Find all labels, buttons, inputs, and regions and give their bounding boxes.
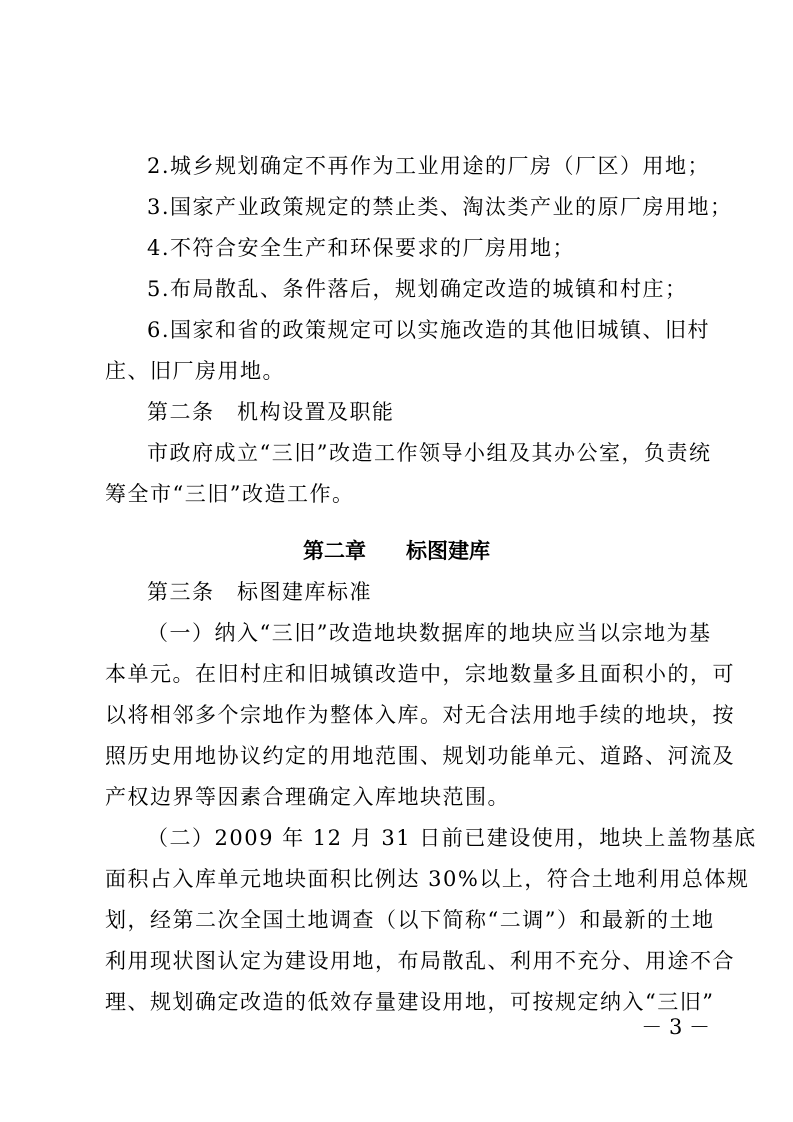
list-item-2: 2.城乡规划确定不再作为工业用途的厂房（厂区）用地； [147, 154, 711, 178]
article-2-paragraph-line-1: 市政府成立“三旧”改造工作领导小组及其办公室，负责统 [147, 441, 712, 465]
chapter-heading [0, 537, 793, 565]
article-2-heading: 第二条 机构设置及职能 [147, 400, 395, 424]
list-item-4: 4.不符合安全生产和环保要求的厂房用地； [147, 236, 576, 260]
article-3-item-1-line-2: 本单元。在旧村庄和旧城镇改造中，宗地数量多且面积小的，可 [105, 662, 735, 686]
article-3-item-1-line-4: 照历史用地协议约定的用地范围、规划功能单元、道路、河流及 [105, 744, 735, 768]
article-2-paragraph-line-2: 筹全市“三旧”改造工作。 [105, 482, 355, 506]
article-3-item-2-line-4: 利用现状图认定为建设用地，布局散乱、利用不充分、用途不合 [105, 949, 735, 973]
article-3-item-2-line-2: 面积占入库单元地块面积比例达 30%以上，符合土地利用总体规 [105, 867, 750, 891]
page-number: － 3 － [641, 1015, 710, 1039]
article-3-item-2-line-1: （二）2009 年 12 月 31 日前已建设使用，地块上盖物基底 [147, 826, 757, 850]
article-3-item-1-line-5: 产权边界等因素合理确定入库地块范围。 [105, 785, 510, 809]
chapter-title: 标图建库 [406, 539, 490, 563]
article-3-item-2-line-5: 理、规划确定改造的低效存量建设用地，可按规定纳入“三旧” [105, 990, 715, 1014]
article-3-item-1-line-1: （一）纳入“三旧”改造地块数据库的地块应当以宗地为基 [147, 621, 712, 645]
list-item-3: 3.国家产业政策规定的禁止类、淘汰类产业的原厂房用地； [147, 195, 733, 219]
list-item-5: 5.布局散乱、条件落后，规划确定改造的城镇和村庄； [147, 277, 688, 301]
article-3-item-2-line-3: 划，经第二次全国土地调查（以下简称“二调”）和最新的土地 [105, 908, 715, 932]
list-item-6-line-2: 庄、旧厂房用地。 [105, 359, 285, 383]
article-3-heading: 第三条 标图建库标准 [147, 580, 372, 604]
chapter-number: 第二章 [303, 539, 366, 563]
list-item-6-line-1: 6.国家和省的政策规定可以实施改造的其他旧城镇、旧村 [147, 318, 711, 342]
article-3-item-1-line-3: 以将相邻多个宗地作为整体入库。对无合法用地手续的地块，按 [105, 703, 735, 727]
